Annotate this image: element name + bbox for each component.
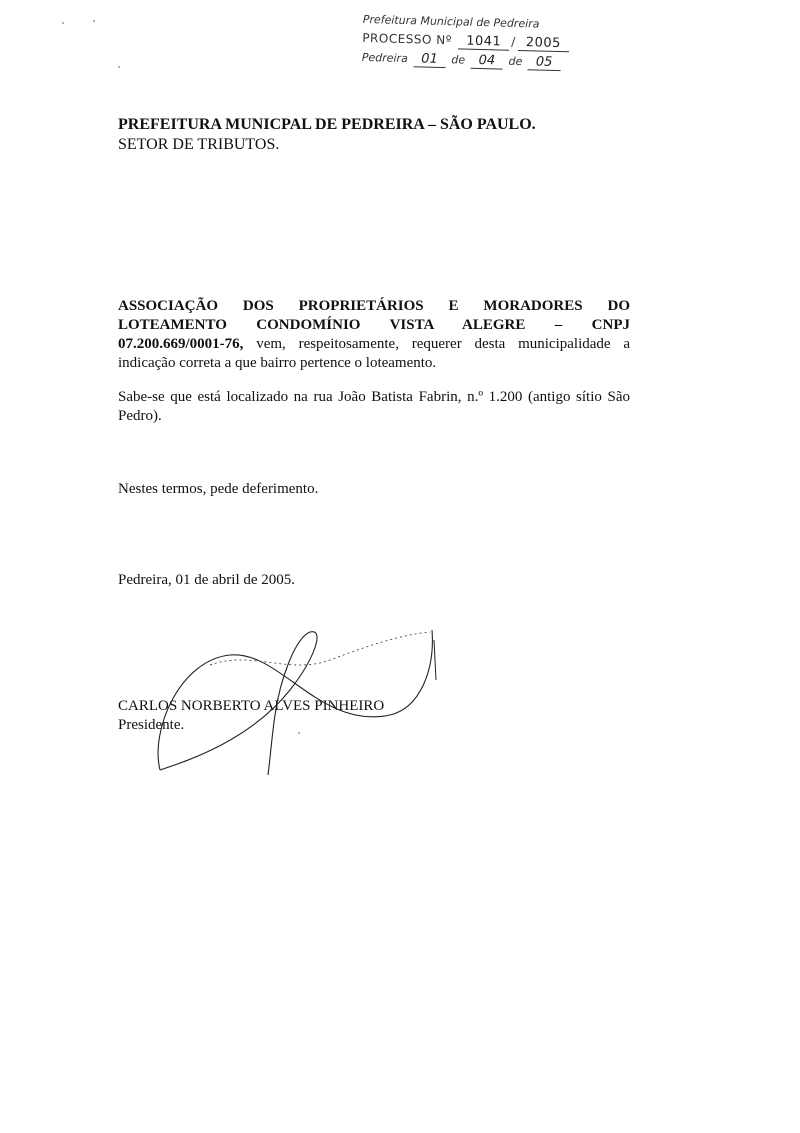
association-name-line-1: ASSOCIAÇÃO DOS PROPRIETÁRIOS E MORADORES DO <box>118 298 630 314</box>
stamp-day: 01 <box>413 51 446 68</box>
closing-paragraph: Nestes termos, pede deferimento. <box>118 481 319 497</box>
stamp-process-number: 1041 <box>458 33 509 50</box>
request-text: vem, respeitosamente, requerer desta municipalidade a indicação correta a que bairro pertence o loteamento. <box>118 336 630 371</box>
scan-speck <box>118 66 120 68</box>
stamp-process-label: PROCESSO Nº <box>362 30 453 48</box>
stamp-process-line: PROCESSO Nº 1041 / 2005 <box>362 31 571 52</box>
stamp-date-line <box>362 50 563 71</box>
stamp-of-2: de <box>508 54 523 69</box>
handwritten-signature <box>150 620 460 790</box>
date-paragraph: Pedreira, 01 de abril de 2005. <box>118 572 296 588</box>
scan-speck <box>93 20 95 22</box>
signatory-title: Presidente. <box>118 717 185 733</box>
location-paragraph: Sabe-se que está localizado na rua João Batista Fabrin, n.º 1.200 (antigo sítio São Pedro). <box>118 389 630 424</box>
letter-header <box>118 115 536 155</box>
stamp-year: 05 <box>528 54 561 71</box>
signatory-name: CARLOS NORBERTO ALVES PINHEIRO <box>118 698 385 714</box>
stamp-city-label: Pedreira <box>361 50 408 66</box>
request-paragraph <box>118 297 630 373</box>
header-organization: PREFEITURA MUNICPAL DE PEDREIRA – SÃO PAULO. <box>118 116 536 133</box>
scan-speck <box>62 22 64 24</box>
stamp-municipality: Prefeitura Municipal de Pedreira <box>362 12 540 31</box>
protocol-stamp <box>355 13 607 90</box>
stamp-of-1: de <box>451 53 466 67</box>
scan-speck <box>298 732 300 734</box>
association-name-line-2: LOTEAMENTO CONDOMÍNIO VISTA ALEGRE – CNPJ <box>118 317 630 333</box>
stamp-month: 04 <box>470 53 503 70</box>
header-department: SETOR DE TRIBUTOS. <box>118 136 280 153</box>
stamp-process-year: 2005 <box>518 35 569 52</box>
association-cnpj: 07.200.669/0001-76, <box>118 336 244 352</box>
